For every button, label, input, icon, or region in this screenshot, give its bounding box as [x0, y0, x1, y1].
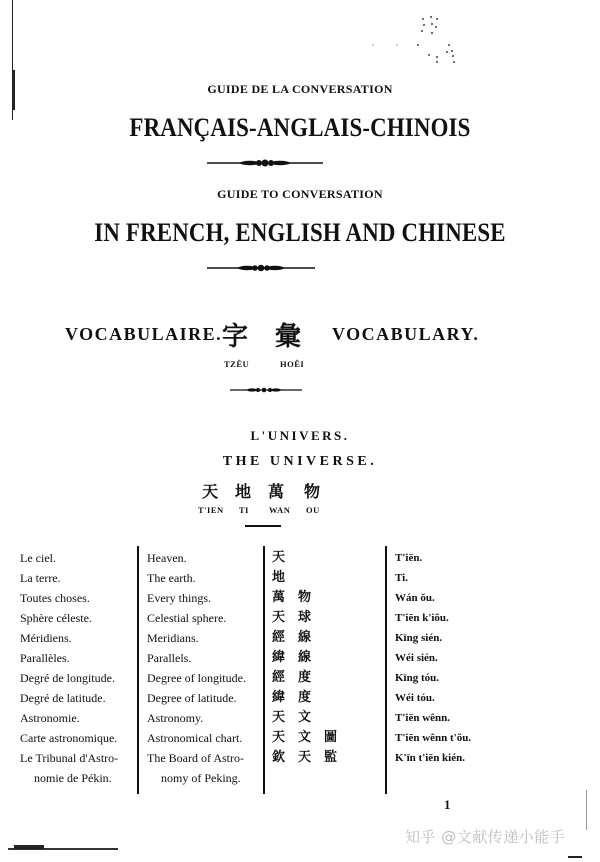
table-cell-romanization: Kīng tóu.	[395, 672, 440, 684]
section-chinese-char-4: 物	[304, 482, 321, 501]
table-cell-zh: 經 線	[272, 630, 312, 645]
column-romanization	[395, 548, 545, 788]
table-cell-en: Astronomy.	[147, 711, 204, 725]
table-cell-en: Astronomical chart.	[147, 731, 243, 745]
ornament-divider-2	[205, 263, 317, 273]
table-cell-fr: Astronomie.	[20, 711, 80, 725]
table-cell-fr: Degré de latitude.	[20, 691, 106, 705]
table-cell-zh: 緯 線	[272, 650, 312, 665]
table-cell-zh: 天	[272, 550, 286, 565]
section-chinese-char-2: 地	[235, 482, 252, 501]
table-cell-fr: Le Tribunal d'Astro-	[20, 751, 119, 765]
english-title: IN FRENCH, ENGLISH AND CHINESE	[94, 218, 506, 247]
vocabulary-romanization-2: HOÊI	[280, 359, 305, 369]
table-cell-en: Heaven.	[147, 551, 187, 565]
table-cell-zh: 緯 度	[272, 690, 312, 705]
table-cell-en: Every things.	[147, 591, 211, 605]
table-cell-romanization: K'īn t'iēn kién.	[395, 752, 465, 764]
table-cell-fr: nomie de Pékin.	[34, 771, 112, 785]
table-cell-romanization: Ti.	[395, 572, 408, 584]
table-cell-en: nomy of Peking.	[161, 771, 241, 785]
table-cell-romanization: Wéi sién.	[395, 652, 438, 664]
column-divider-3	[385, 546, 387, 794]
table-cell-romanization: T'iēn.	[395, 552, 423, 564]
table-cell-romanization: T'iēn k'iôu.	[395, 612, 449, 624]
table-cell-zh: 天 文 圖	[272, 730, 338, 745]
table-cell-romanization: T'iēn wênn.	[395, 712, 451, 724]
table-cell-fr: Carte astronomique.	[20, 731, 118, 745]
table-cell-zh	[272, 768, 382, 788]
table-cell-en: The earth.	[147, 571, 196, 585]
section-title-french: L'UNIVERS.	[250, 428, 350, 443]
table-cell-en: Parallels.	[147, 651, 192, 665]
table-cell-zh: 天 球	[272, 610, 312, 625]
column-divider-1	[137, 546, 139, 794]
table-cell-zh: 經 度	[272, 670, 312, 685]
watermark: 知乎 @文献传递小能手	[405, 828, 566, 846]
section-romanization-3: WAN	[269, 505, 291, 515]
table-cell-en: Meridians.	[147, 631, 199, 645]
table-cell-en: Celestial sphere.	[147, 611, 227, 625]
table-cell-romanization: T'iēn wênn t'ŏu.	[395, 732, 472, 744]
french-subtitle: GUIDE DE LA CONVERSATION	[207, 82, 393, 96]
vocabulary-french: VOCABULAIRE.	[65, 324, 223, 344]
vocabulary-romanization-1: TZÊU	[224, 359, 250, 369]
french-title: FRANÇAIS-ANGLAIS-CHINOIS	[129, 113, 471, 142]
table-cell-fr: Toutes choses.	[20, 591, 90, 605]
scan-edge-mark-right	[586, 790, 587, 830]
table-cell-fr: Méridiens.	[20, 631, 72, 645]
section-romanization-4: OU	[306, 505, 320, 515]
column-divider-2	[263, 546, 265, 794]
column-french	[20, 548, 136, 788]
scan-edge-mark-bottom-thick	[14, 845, 44, 849]
ornament-divider-1	[205, 158, 325, 168]
table-cell-fr: Sphère céleste.	[20, 611, 92, 625]
table-cell-en: The Board of Astro-	[147, 751, 244, 765]
english-subtitle: GUIDE TO CONVERSATION	[217, 187, 383, 201]
section-title-english: THE UNIVERSE.	[222, 454, 378, 469]
section-underline	[245, 525, 281, 527]
page-number: 1	[444, 797, 451, 812]
table-cell-fr: Parallèles.	[20, 651, 70, 665]
section-chinese-char-3: 萬	[268, 482, 285, 501]
table-cell-zh: 天 文	[272, 710, 312, 725]
section-romanization-2: TI	[239, 505, 249, 515]
table-cell-zh: 萬 物	[272, 590, 312, 605]
table-cell-romanization	[395, 768, 545, 788]
table-cell-en: Degree of latitude.	[147, 691, 237, 705]
table-cell-en: Degree of longitude.	[147, 671, 246, 685]
vocabulary-chinese-char-1: 字	[222, 322, 249, 352]
table-cell-fr: La terre.	[20, 571, 61, 585]
column-english	[147, 548, 261, 788]
scan-edge-mark-bottom-right	[568, 856, 582, 858]
column-chinese	[272, 548, 382, 788]
table-cell-romanization: Wán ŏu.	[395, 592, 435, 604]
table-cell-fr: Degré de longitude.	[20, 671, 115, 685]
section-romanization-1: T'IEN	[198, 505, 224, 515]
vocabulary-chinese-char-2: 彙	[275, 322, 302, 352]
table-cell-zh: 欽 天 監	[272, 750, 338, 765]
table-cell-romanization: Kīng sién.	[395, 632, 443, 644]
vocabulary-english: VOCABULARY.	[332, 324, 480, 344]
table-cell-zh: 地	[272, 570, 286, 585]
table-cell-romanization: Wéi tóu.	[395, 692, 435, 704]
section-chinese-char-1: 天	[202, 482, 219, 501]
ornament-divider-3	[228, 386, 304, 394]
table-cell-fr: Le ciel.	[20, 551, 56, 565]
